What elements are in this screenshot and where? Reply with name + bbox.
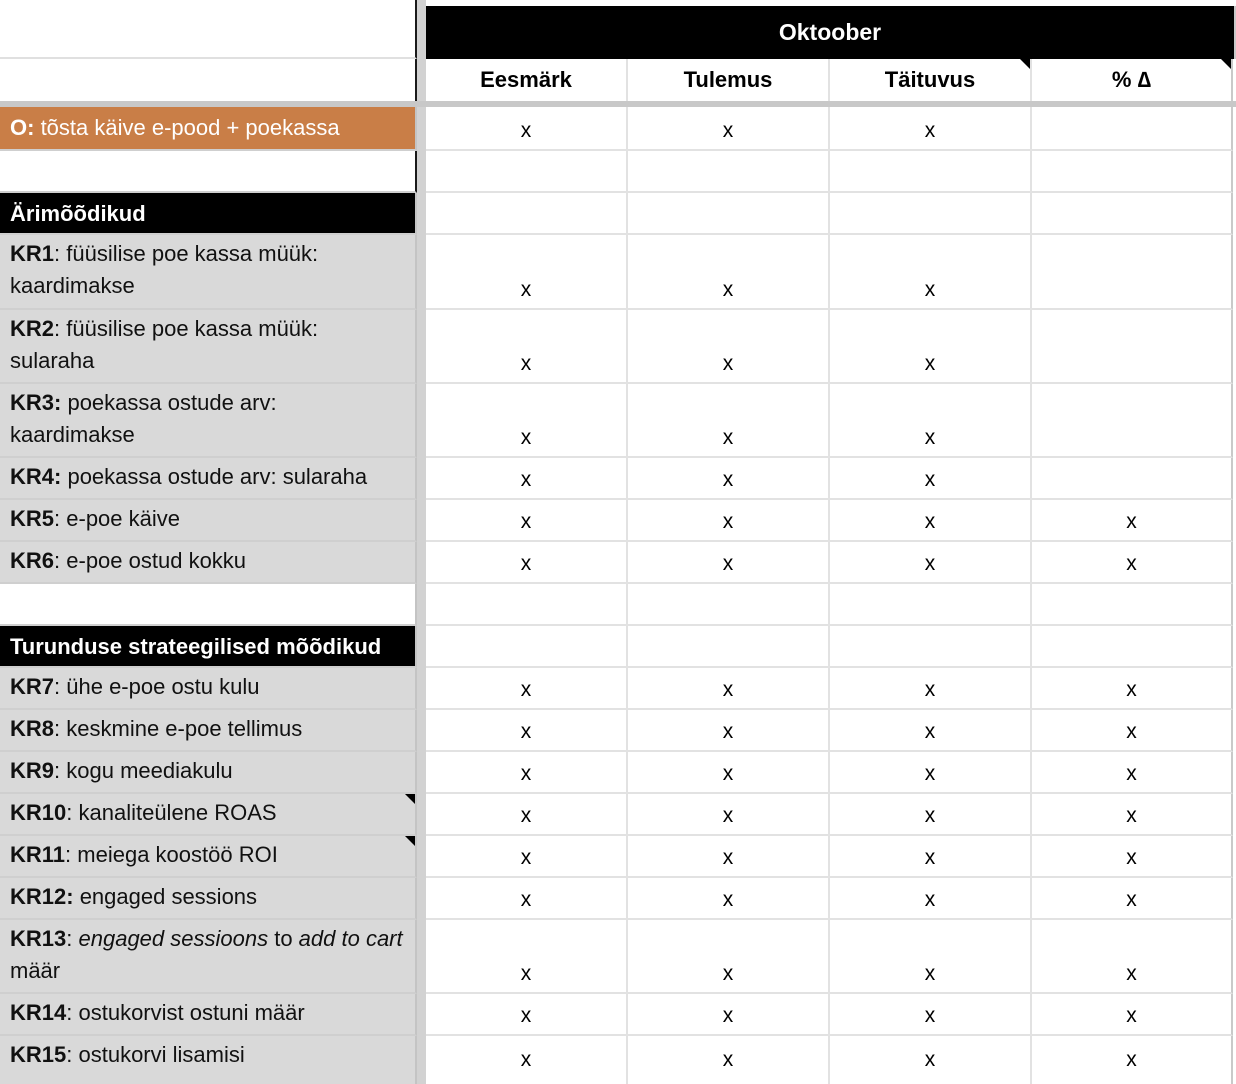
value-cell[interactable]: x: [426, 542, 628, 584]
objective-row: [0, 107, 1236, 151]
kr-code: KR10: [10, 800, 67, 825]
value-cell[interactable]: x: [628, 994, 830, 1036]
value-cell[interactable]: x: [426, 235, 628, 310]
kr-label-cell[interactable]: [0, 235, 417, 310]
value-cell[interactable]: [628, 193, 830, 235]
kr-sep: :: [66, 800, 73, 825]
value-cell[interactable]: x: [426, 878, 628, 920]
value-cell[interactable]: x: [628, 458, 830, 500]
value-cell[interactable]: [1032, 310, 1233, 384]
section-row-marketing: [0, 626, 1236, 668]
value-cell[interactable]: x: [426, 836, 628, 878]
value-cell[interactable]: x: [1032, 668, 1233, 710]
kr-code: KR2: [10, 316, 55, 341]
kr-label-cell[interactable]: [0, 542, 417, 584]
kr-row: [0, 384, 1236, 458]
comment-indicator-icon[interactable]: [405, 836, 415, 846]
column-header-taituvus-label: Täituvus: [884, 67, 976, 92]
value-cell[interactable]: x: [426, 458, 628, 500]
kr-label-cell[interactable]: [0, 1036, 417, 1084]
value-cell[interactable]: x: [830, 994, 1032, 1036]
value-cell[interactable]: [1032, 193, 1233, 235]
blank-cell[interactable]: [0, 151, 417, 193]
value-cell[interactable]: [1032, 151, 1233, 193]
value-cell[interactable]: [426, 193, 628, 235]
value-cell[interactable]: x: [426, 107, 628, 151]
kr-text: keskmine e-poe tellimus: [60, 716, 303, 741]
value-cell[interactable]: x: [830, 1036, 1032, 1084]
value-cell[interactable]: [628, 151, 830, 193]
kr-text: ühe e-poe ostu kulu: [60, 674, 260, 699]
frozen-column-divider[interactable]: [417, 59, 426, 101]
kr-sep: :: [54, 316, 61, 341]
kr-text-italic: add to cart: [298, 926, 403, 951]
frozen-column-divider[interactable]: [417, 836, 426, 878]
kr-code: KR12:: [10, 884, 74, 909]
kr-text-italic: engaged sessioons: [78, 926, 269, 951]
value-cell[interactable]: x: [628, 235, 830, 310]
comment-indicator-icon[interactable]: [1020, 59, 1030, 69]
value-cell[interactable]: [426, 151, 628, 193]
kr-label-cell[interactable]: [0, 994, 417, 1036]
kr-sep: :: [66, 926, 73, 951]
value-cell[interactable]: x: [830, 107, 1032, 151]
kr-label-cell[interactable]: [0, 710, 417, 752]
kr-row: [0, 542, 1236, 584]
kr-text: meiega koostöö ROI: [71, 842, 278, 867]
header-columns-row: [0, 59, 1236, 107]
kr-text: poekassa ostude arv: sularaha: [61, 464, 368, 489]
value-cell[interactable]: x: [1032, 994, 1233, 1036]
header-label-cell[interactable]: [0, 59, 417, 101]
kr-text: poekassa ostude arv: kaardimakse: [10, 390, 277, 447]
value-cell[interactable]: x: [426, 794, 628, 836]
kr-text: to: [268, 926, 299, 951]
kr-row: [0, 500, 1236, 542]
value-cell[interactable]: x: [830, 920, 1032, 994]
kr-label-cell[interactable]: [0, 668, 417, 710]
kr-code: KR9: [10, 758, 55, 783]
value-cell[interactable]: x: [830, 500, 1032, 542]
value-cell[interactable]: x: [1032, 542, 1233, 584]
kr-sep: :: [66, 1000, 73, 1025]
kr-text: ostukorvi lisamisi: [72, 1042, 245, 1067]
value-cell[interactable]: [1032, 384, 1233, 458]
kr-label-cell[interactable]: [0, 794, 417, 836]
column-header-tulemus[interactable]: Tulemus: [628, 59, 830, 101]
kr-code: KR14: [10, 1000, 67, 1025]
value-cell[interactable]: x: [628, 1036, 830, 1084]
value-cell[interactable]: x: [830, 794, 1032, 836]
kr-code: KR8: [10, 716, 55, 741]
value-cell[interactable]: [830, 151, 1032, 193]
kr-code: KR3:: [10, 390, 62, 415]
kr-code: KR13: [10, 926, 67, 951]
value-cell[interactable]: x: [426, 384, 628, 458]
kr-row: [0, 920, 1236, 994]
comment-indicator-icon[interactable]: [1221, 59, 1231, 69]
kr-sep: :: [54, 506, 61, 531]
kr-sep: :: [54, 241, 61, 266]
value-cell[interactable]: x: [628, 920, 830, 994]
frozen-column-divider[interactable]: [417, 668, 426, 710]
value-cell[interactable]: [1032, 107, 1233, 151]
frozen-column-divider[interactable]: [417, 626, 426, 668]
comment-indicator-icon[interactable]: [405, 794, 415, 804]
value-cell[interactable]: [830, 626, 1032, 668]
value-cell[interactable]: x: [628, 878, 830, 920]
kr-row: [0, 836, 1236, 878]
frozen-column-divider[interactable]: [417, 458, 426, 500]
month-header-cell[interactable]: Oktoober: [426, 6, 1236, 59]
kr-text: engaged sessions: [73, 884, 258, 909]
value-cell[interactable]: x: [628, 794, 830, 836]
value-cell[interactable]: [1032, 584, 1233, 626]
value-cell[interactable]: x: [1032, 920, 1233, 994]
value-cell[interactable]: x: [830, 752, 1032, 794]
frozen-column-divider[interactable]: [417, 384, 426, 458]
kr-sep: :: [54, 548, 61, 573]
frozen-column-divider[interactable]: [417, 878, 426, 920]
blank-cell[interactable]: [0, 584, 417, 626]
kr-row: [0, 458, 1236, 500]
objective-text: tõsta käive e-pood + poekassa: [34, 115, 340, 140]
kr-text: füüsilise poe kassa müük: sularaha: [10, 316, 319, 373]
value-cell[interactable]: x: [628, 310, 830, 384]
kr-sep: :: [54, 758, 61, 783]
frozen-column-divider[interactable]: [417, 710, 426, 752]
frozen-column-divider[interactable]: [417, 151, 426, 193]
value-cell[interactable]: [1032, 626, 1233, 668]
kr-sep: :: [54, 716, 61, 741]
frozen-column-divider[interactable]: [417, 794, 426, 836]
kr-text: kogu meediakulu: [60, 758, 233, 783]
frozen-column-divider[interactable]: [417, 107, 426, 151]
value-cell[interactable]: x: [426, 920, 628, 994]
value-cell[interactable]: x: [830, 710, 1032, 752]
value-cell[interactable]: [628, 584, 830, 626]
kr-code: KR11: [10, 842, 66, 867]
kr-code: KR5: [10, 506, 55, 531]
value-cell[interactable]: x: [628, 752, 830, 794]
column-header-percent-delta-label: % ∆: [1111, 67, 1152, 92]
value-cell[interactable]: x: [628, 500, 830, 542]
value-cell[interactable]: x: [830, 384, 1032, 458]
kr-row: [0, 668, 1236, 710]
value-cell[interactable]: [426, 626, 628, 668]
value-cell[interactable]: [830, 584, 1032, 626]
kr-label-cell[interactable]: [0, 458, 417, 500]
kr-row: [0, 752, 1236, 794]
value-cell[interactable]: x: [1032, 794, 1233, 836]
value-cell[interactable]: x: [830, 542, 1032, 584]
value-cell[interactable]: x: [628, 710, 830, 752]
value-cell[interactable]: x: [1032, 836, 1233, 878]
value-cell[interactable]: x: [426, 1036, 628, 1084]
kr-text: e-poe käive: [60, 506, 180, 531]
kr-label-cell[interactable]: [0, 310, 417, 384]
value-cell[interactable]: x: [830, 668, 1032, 710]
value-cell[interactable]: x: [1032, 710, 1233, 752]
kr-code: KR1: [10, 241, 55, 266]
kr-sep: :: [65, 842, 72, 867]
frozen-column-divider[interactable]: [417, 310, 426, 384]
kr-row: [0, 235, 1236, 310]
value-cell[interactable]: x: [628, 836, 830, 878]
kr-code: KR15: [10, 1042, 67, 1067]
value-cell[interactable]: [628, 626, 830, 668]
kr-row: [0, 1036, 1236, 1084]
value-cell[interactable]: [1032, 235, 1233, 310]
value-cell[interactable]: x: [426, 710, 628, 752]
frozen-column-divider[interactable]: [417, 0, 426, 59]
value-cell[interactable]: x: [1032, 752, 1233, 794]
kr-text: ostukorvist ostuni määr: [72, 1000, 305, 1025]
frozen-column-divider[interactable]: [417, 920, 426, 994]
header-month-row: [0, 0, 1236, 59]
value-cell[interactable]: x: [426, 310, 628, 384]
value-cell[interactable]: x: [1032, 500, 1233, 542]
value-cell[interactable]: x: [628, 542, 830, 584]
column-header-eesmark[interactable]: Eesmärk: [426, 59, 628, 101]
kr-row: [0, 994, 1236, 1036]
frozen-column-divider[interactable]: [417, 235, 426, 310]
kr-label-cell[interactable]: [0, 384, 417, 458]
value-cell[interactable]: [1032, 458, 1233, 500]
column-header-taituvus[interactable]: [830, 59, 1032, 101]
frozen-column-divider[interactable]: [417, 193, 426, 235]
value-cell[interactable]: x: [628, 668, 830, 710]
section-header-business[interactable]: Ärimõõdikud: [0, 193, 417, 235]
value-cell[interactable]: [830, 193, 1032, 235]
frozen-column-divider[interactable]: [417, 752, 426, 794]
objective-prefix: O:: [10, 115, 35, 140]
value-cell[interactable]: x: [426, 500, 628, 542]
frozen-column-divider[interactable]: [417, 500, 426, 542]
kr-row: [0, 310, 1236, 384]
kr-sep: :: [54, 674, 61, 699]
value-cell[interactable]: x: [628, 107, 830, 151]
blank-row: [0, 584, 1236, 626]
frozen-column-divider[interactable]: [417, 584, 426, 626]
kr-code: KR4:: [10, 464, 62, 489]
value-cell[interactable]: x: [830, 878, 1032, 920]
kr-row: [0, 710, 1236, 752]
kr-label-cell[interactable]: [0, 752, 417, 794]
kr-code: KR6: [10, 548, 55, 573]
value-cell[interactable]: x: [830, 836, 1032, 878]
header-corner-cell[interactable]: [0, 0, 417, 59]
value-cell[interactable]: x: [426, 994, 628, 1036]
kr-label-cell[interactable]: [0, 920, 417, 994]
value-cell[interactable]: x: [830, 235, 1032, 310]
kr-text: kanaliteülene ROAS: [72, 800, 277, 825]
value-cell[interactable]: x: [1032, 1036, 1233, 1084]
column-header-percent-delta[interactable]: [1032, 59, 1233, 101]
kr-label-cell[interactable]: [0, 836, 417, 878]
blank-row: [0, 151, 1236, 193]
kr-code: KR7: [10, 674, 55, 699]
value-cell[interactable]: [426, 584, 628, 626]
kr-label-cell[interactable]: [0, 500, 417, 542]
value-cell[interactable]: x: [830, 458, 1032, 500]
value-cell[interactable]: x: [426, 752, 628, 794]
value-cell[interactable]: x: [1032, 878, 1233, 920]
value-cell[interactable]: x: [426, 668, 628, 710]
kr-row: [0, 794, 1236, 836]
kr-sep: :: [66, 1042, 73, 1067]
frozen-column-divider[interactable]: [417, 994, 426, 1036]
section-header-marketing[interactable]: Turunduse strateegilised mõõdikud: [0, 626, 417, 668]
kr-label-cell[interactable]: [0, 878, 417, 920]
kr-text: e-poe ostud kokku: [60, 548, 247, 573]
kr-text: määr: [10, 958, 61, 983]
frozen-column-divider[interactable]: [417, 1036, 426, 1084]
frozen-column-divider[interactable]: [417, 542, 426, 584]
objective-cell[interactable]: [0, 107, 417, 151]
value-cell[interactable]: x: [830, 310, 1032, 384]
section-row-business: [0, 193, 1236, 235]
kr-row: [0, 878, 1236, 920]
value-cell[interactable]: x: [628, 384, 830, 458]
kr-text: füüsilise poe kassa müük: kaardimakse: [10, 241, 319, 298]
